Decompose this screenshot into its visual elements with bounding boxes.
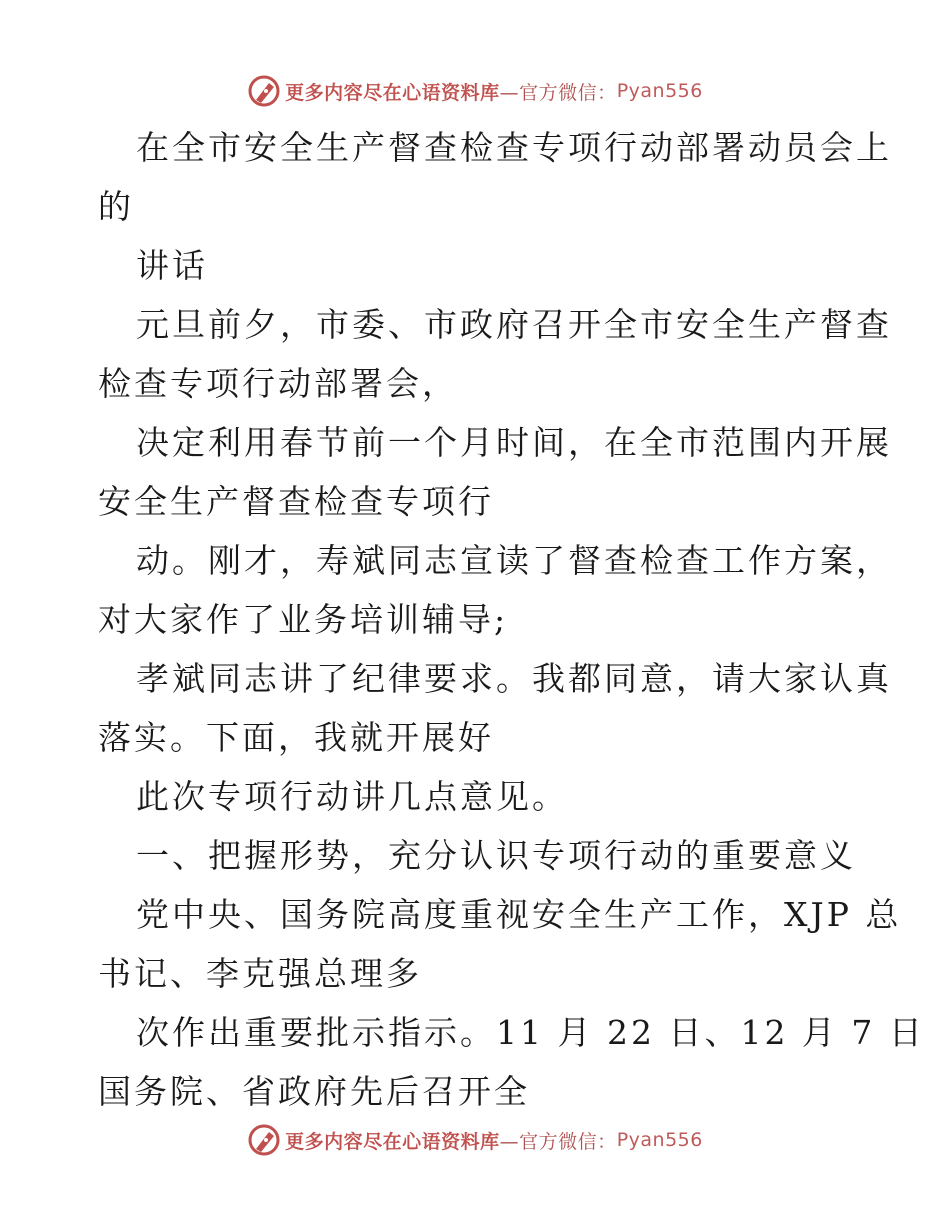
paragraph-line: 安全生产督查检查专项行 — [98, 482, 494, 521]
paragraph-line: 决定利用春节前一个月时间，在全市范围内开展 — [136, 423, 892, 462]
paragraph-line: 元旦前夕，市委、市政府召开全市安全生产督查 — [136, 305, 892, 344]
paragraph-line: 次作出重要批示指示。11 月 22 日、12 月 7 日 — [136, 1013, 925, 1052]
title-line-2: 的 — [98, 187, 134, 226]
paragraph-line: 国务院、省政府先后召开全 — [98, 1072, 530, 1111]
pen-nib-logo-icon — [247, 1123, 281, 1157]
paragraph-line: 对大家作了业务培训辅导; — [98, 600, 509, 639]
banner-wechat-id: Pyan556 — [616, 1129, 703, 1151]
paragraph-line: 落实。下面，我就开展好 — [98, 718, 494, 757]
header-banner — [0, 71, 950, 111]
banner-separator-text: —官方微信： — [499, 1130, 617, 1153]
document-body — [98, 118, 925, 1121]
paragraph-line: 动。刚才，寿斌同志宣读了督查检查工作方案， — [136, 541, 892, 580]
title-line-3: 讲话 — [136, 246, 208, 285]
banner-main-text: 更多内容尽在心语资料库 — [285, 1130, 500, 1153]
pen-nib-logo-icon — [247, 74, 281, 108]
footer-banner — [0, 1120, 950, 1160]
banner-separator-text: —官方微信： — [499, 81, 617, 104]
paragraph-line: 检查专项行动部署会， — [98, 364, 458, 403]
paragraph-line: 孝斌同志讲了纪律要求。我都同意，请大家认真 — [136, 659, 892, 698]
paragraph-line: 党中央、国务院高度重视安全生产工作，XJP 总 — [136, 895, 902, 934]
title-line-1: 在全市安全生产督查检查专项行动部署动员会上 — [136, 128, 892, 167]
paragraph-line: 此次专项行动讲几点意见。 — [136, 777, 568, 816]
section-heading: 一、把握形势，充分认识专项行动的重要意义 — [136, 836, 856, 875]
banner-main-text: 更多内容尽在心语资料库 — [285, 81, 500, 104]
paragraph-line: 书记、李克强总理多 — [98, 954, 422, 993]
banner-wechat-id: Pyan556 — [616, 80, 703, 102]
